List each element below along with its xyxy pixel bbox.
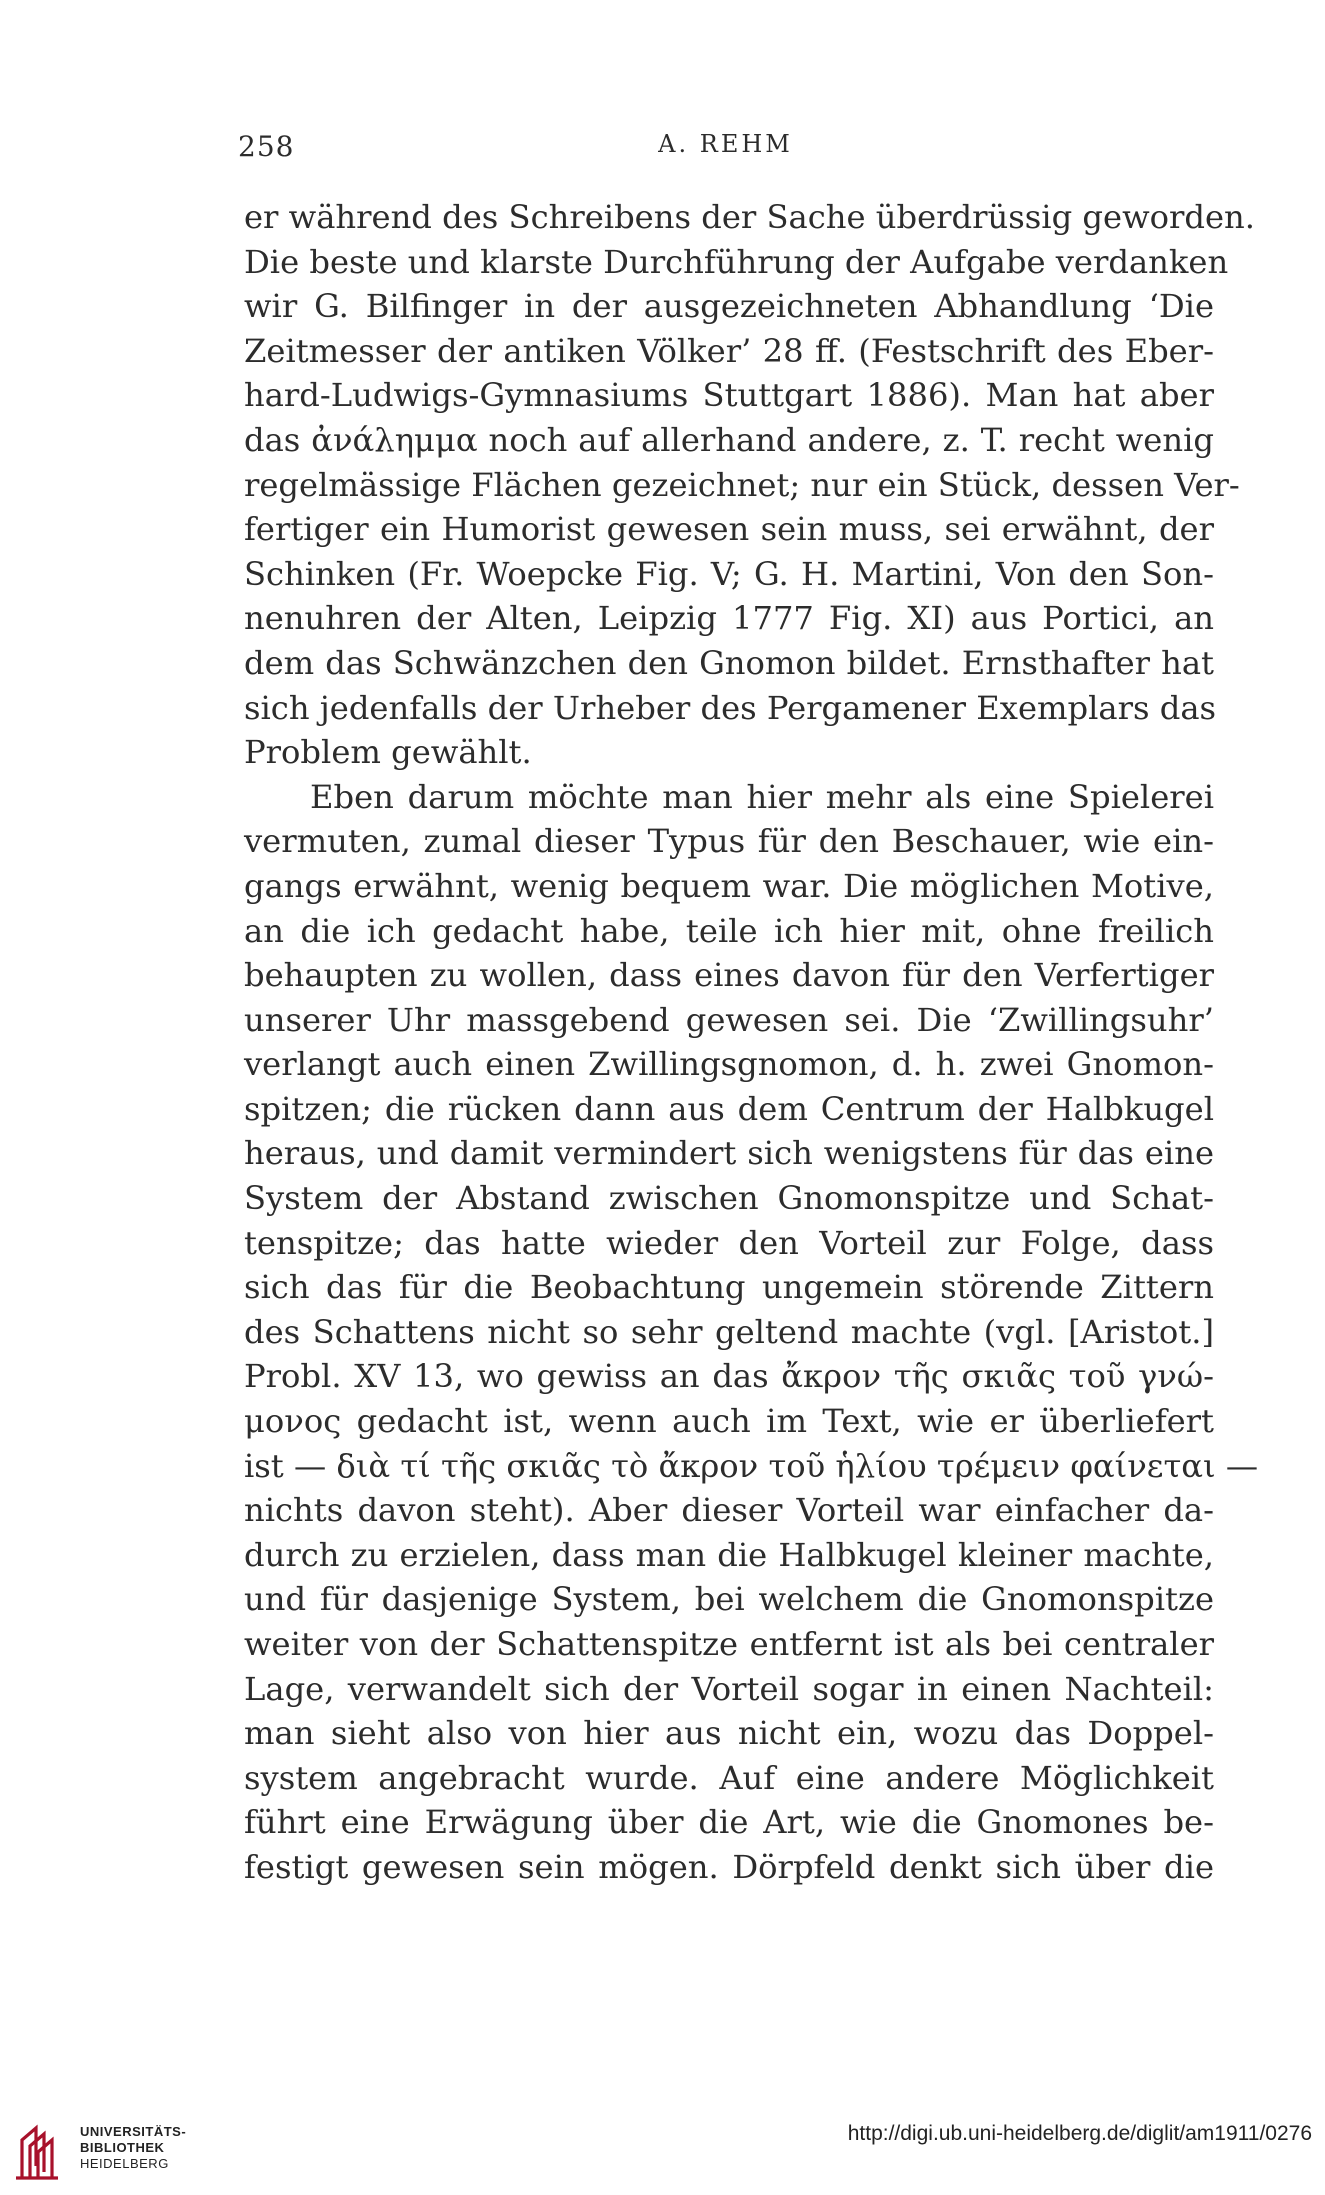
text-line: man sieht also von hier aus nicht ein, wozu das Doppel-: [244, 1714, 1214, 1753]
text-line: des Schattens nicht so sehr geltend machte (vgl. [Aristot.]: [244, 1312, 1214, 1351]
text-line: System der Abstand zwischen Gnomonspitze und Schat-: [244, 1179, 1214, 1218]
library-name: [80, 2124, 186, 2172]
text-line: gangs erwähnt, wenig bequem war. Die möglichen Motive,: [244, 866, 1214, 905]
text-line: weiter von der Schattenspitze entfernt ist als bei centraler: [244, 1625, 1214, 1663]
text-line: system angebracht wurde. Auf eine andere Möglichkeit: [244, 1758, 1214, 1797]
text-line: Zeitmesser der antiken Völker’ 28 ff. (Festschrift des Eber-: [244, 331, 1214, 370]
library-name-line: UNIVERSITÄTS-: [80, 2124, 187, 2139]
text-line: wir G. Bilfinger in der ausgezeichneten Abhandlung ‘Die: [244, 287, 1214, 326]
text-line: Problem gewählt.: [244, 733, 532, 772]
text-line: er während des Schreibens der Sache überdrüssig geworden.: [244, 198, 1255, 236]
page-header: [238, 130, 1213, 170]
text-line: Die beste und klarste Durchführung der Aufgabe verdanken: [244, 242, 1229, 281]
text-line: regelmässige Flächen gezeichnet; nur ein Stück, dessen Ver-: [244, 465, 1240, 504]
university-library-logo-icon: [14, 2120, 74, 2182]
text-line: durch zu erzielen, dass man die Halbkugel kleiner machte,: [244, 1535, 1214, 1574]
text-line: das ἀνάλημμα noch auf allerhand andere, z. T. recht wenig: [244, 420, 1214, 459]
text-line: heraus, und damit vermindert sich wenigstens für das eine: [244, 1134, 1214, 1173]
body-text: [244, 195, 1259, 1890]
text-line: behaupten zu wollen, dass eines davon für den Verfertiger: [244, 956, 1214, 995]
page-number: 258: [238, 130, 295, 163]
text-line: führt eine Erwägung über die Art, wie die Gnomones be-: [244, 1803, 1214, 1842]
text-line: Lage, verwandelt sich der Vorteil sogar in einen Nachteil:: [244, 1669, 1214, 1708]
text-line: fertiger ein Humorist gewesen sein muss, sei erwähnt, der: [244, 510, 1214, 549]
text-line: und für dasjenige System, bei welchem die Gnomonspitze: [244, 1580, 1214, 1619]
text-line: dem das Schwänzchen den Gnomon bildet. Ernsthafter hat: [244, 643, 1214, 682]
text-line: sich das für die Beobachtung ungemein störende Zittern: [244, 1268, 1214, 1307]
footer: [0, 2100, 1325, 2195]
library-name-line: HEIDELBERG: [80, 2156, 169, 2171]
text-line: Schinken (Fr. Woepcke Fig. V; G. H. Martini, Von den Son-: [244, 554, 1214, 593]
text-line: nichts davon steht). Aber dieser Vorteil war einfacher da-: [244, 1491, 1214, 1530]
text-line: an die ich gedacht habe, teile ich hier mit, ohne freilich: [244, 911, 1214, 950]
paragraph-container: [244, 195, 1259, 1890]
library-name-line: BIBLIOTHEK: [80, 2140, 165, 2155]
text-line: verlangt auch einen Zwillingsgnomon, d. h. zwei Gnomon-: [244, 1045, 1214, 1084]
text-line: μονος gedacht ist, wenn auch im Text, wie er überliefert: [244, 1402, 1214, 1441]
text-line: unserer Uhr massgebend gewesen sei. Die ‘Zwillingsuhr’: [244, 1000, 1214, 1039]
text-line: tenspitze; das hatte wieder den Vorteil zur Folge, dass: [244, 1223, 1214, 1262]
source-url-link[interactable]: http://digi.ub.uni-heidelberg.de/diglit/am1911/0276: [847, 2122, 1312, 2145]
text-line: vermuten, zumal dieser Typus für den Beschauer, wie ein-: [244, 822, 1214, 861]
text-line: nenuhren der Alten, Leipzig 1777 Fig. XI) aus Portici, an: [244, 599, 1214, 638]
running-head: A. REHM: [658, 130, 793, 158]
text-line: spitzen; die rücken dann aus dem Centrum der Halbkugel: [244, 1089, 1214, 1128]
text-line: hard-Ludwigs-Gymnasiums Stuttgart 1886). Man hat aber: [244, 376, 1214, 415]
text-line: sich jedenfalls der Urheber des Pergamener Exemplars das: [244, 688, 1217, 727]
text-line: Eben darum möchte man hier mehr als eine Spielerei: [310, 777, 1214, 816]
text-line: Probl. XV 13, wo gewiss an das ἄκρον τῆς σκιᾶς τοῦ γνώ-: [244, 1357, 1214, 1396]
text-line: ist — διὰ τί τῆς σκιᾶς τὸ ἄκρον τοῦ ἡλίου τρέμειν φαίνεται —: [244, 1446, 1259, 1485]
text-line: festigt gewesen sein mögen. Dörpfeld denkt sich über die: [244, 1847, 1214, 1886]
